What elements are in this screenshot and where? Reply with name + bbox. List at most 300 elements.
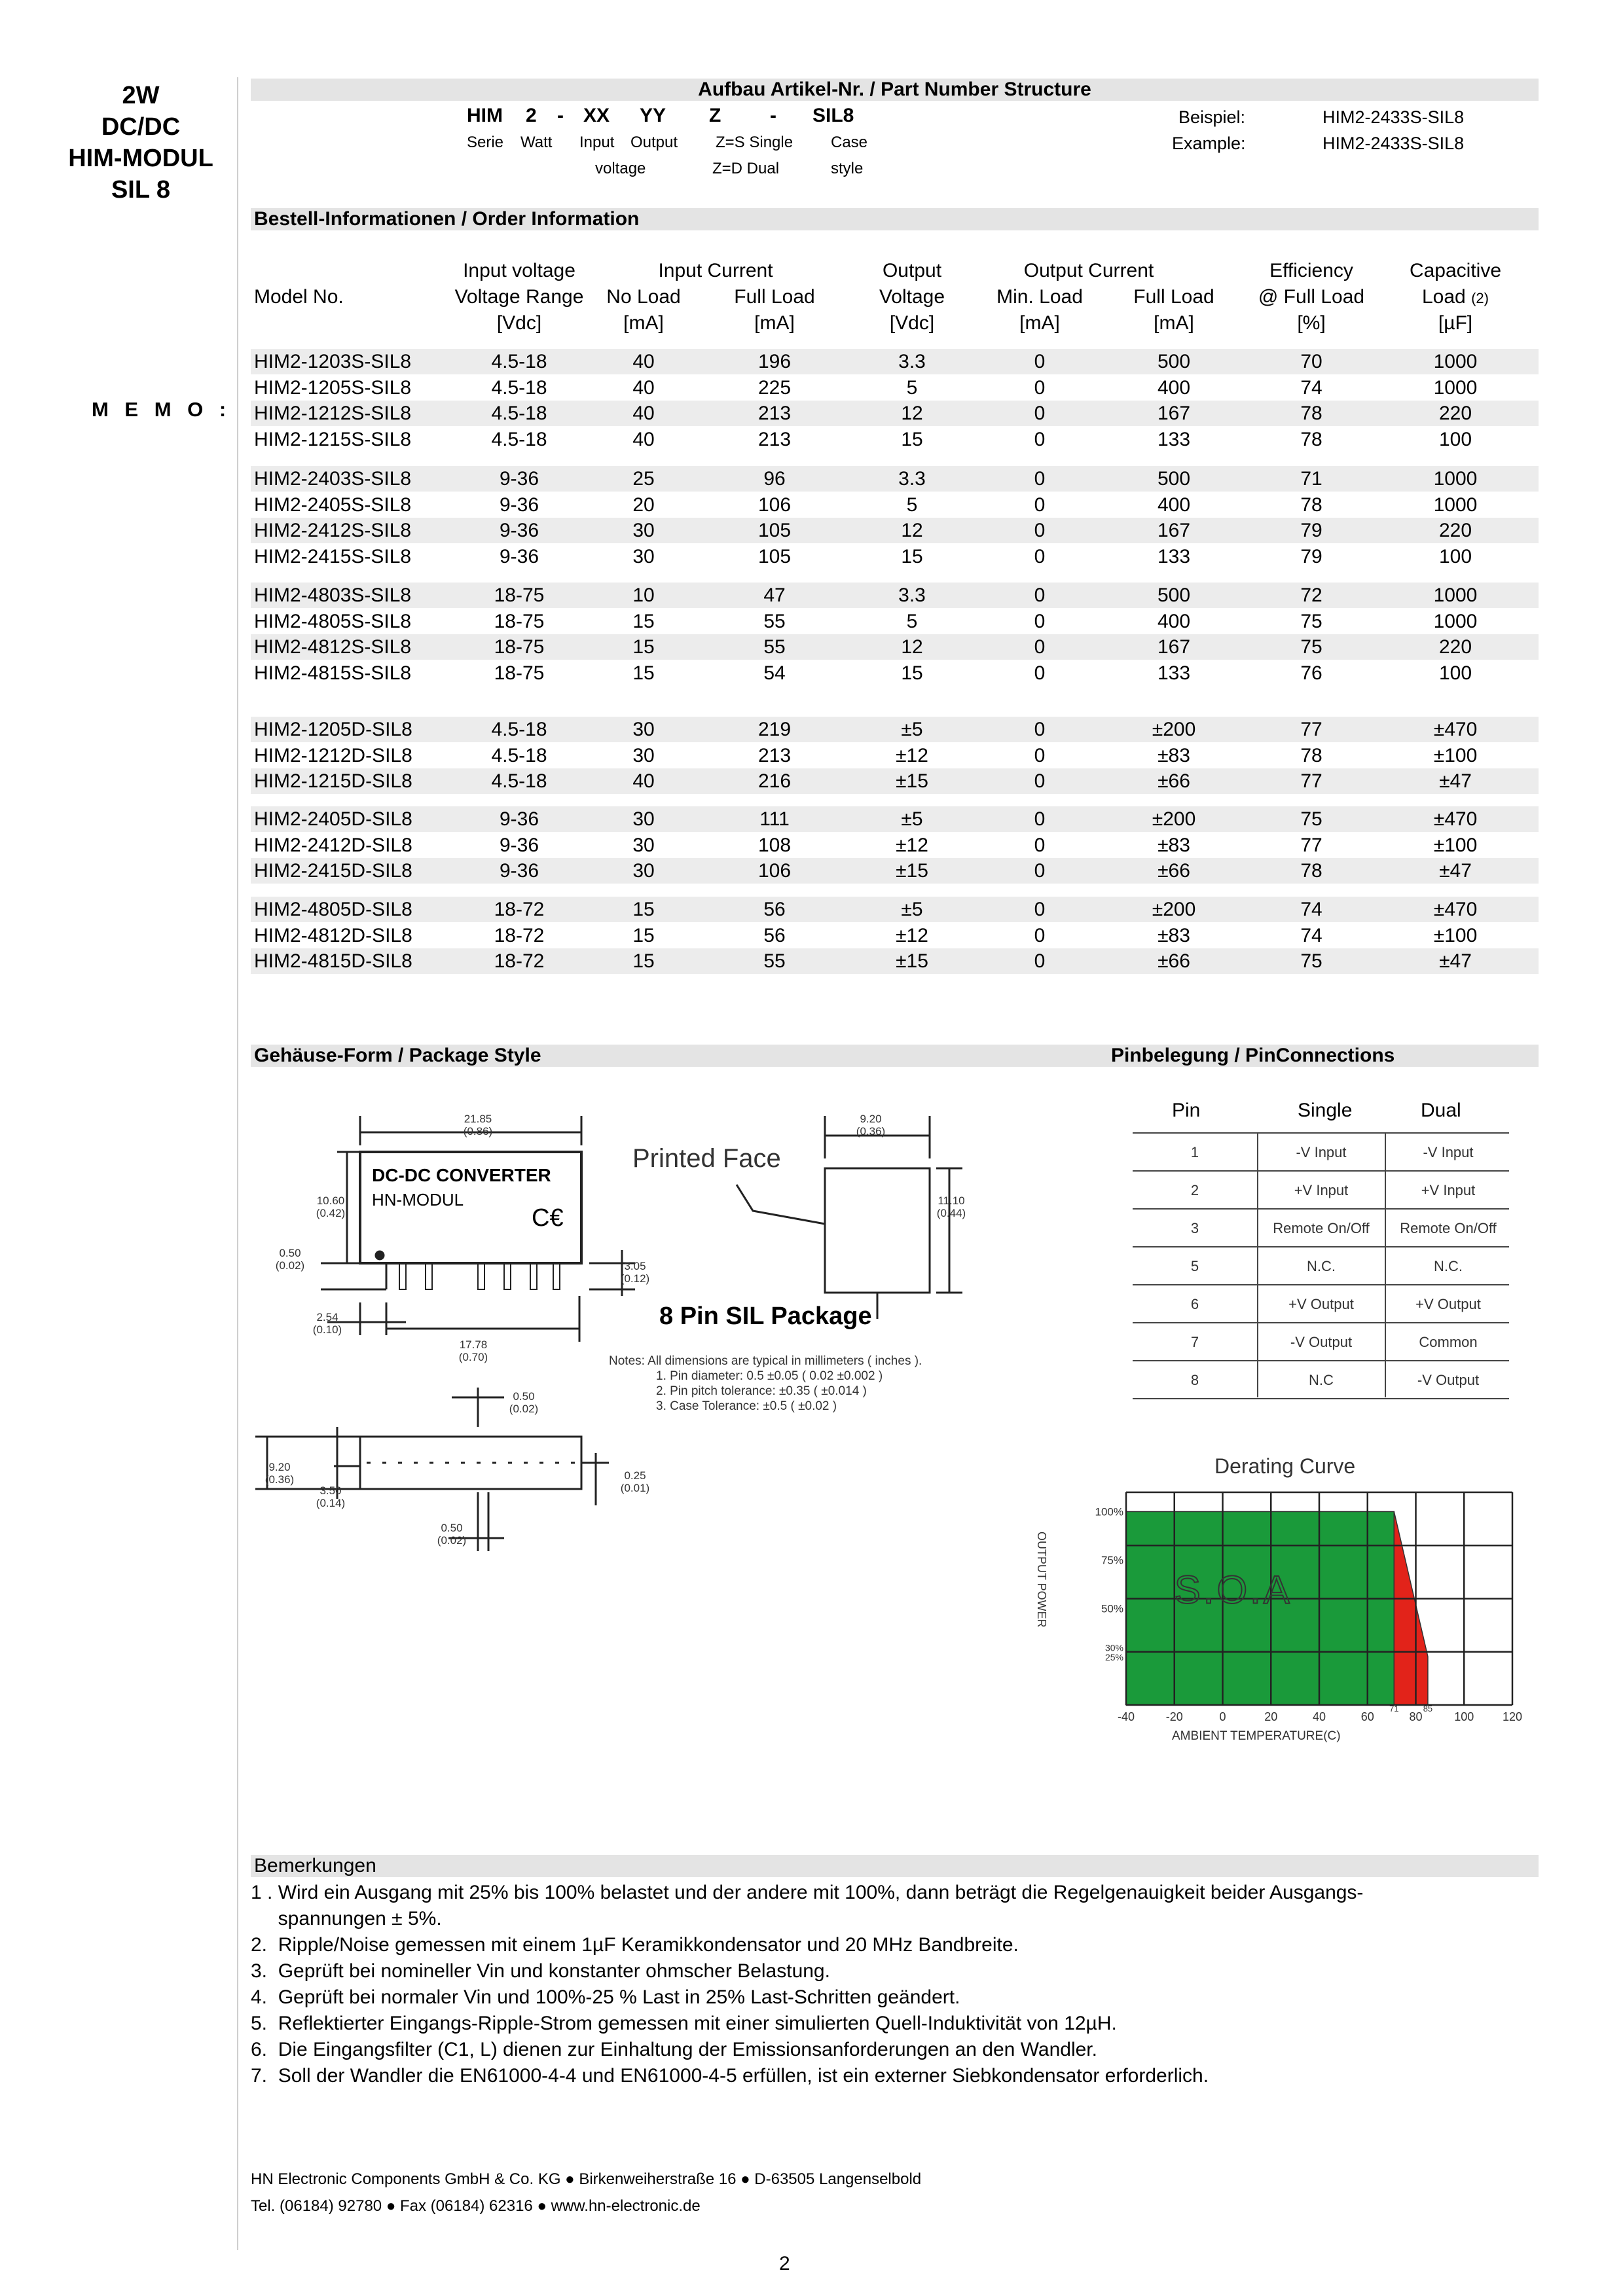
table-cell: 4.5-18 [491,719,547,740]
pin-single: N.C. [1307,1258,1336,1274]
table-cell: ±12 [896,924,928,946]
model-number: HIM2-2403S-SIL8 [254,468,412,490]
th-no-load-unit: [mA] [623,312,664,334]
th-at-full-load: @ Full Load [1258,286,1365,308]
pin-row-divider [1133,1322,1509,1323]
label-dual: Z=D Dual [712,160,780,177]
table-cell: ±100 [1433,744,1478,766]
table-cell: 500 [1157,584,1191,606]
table-cell: 0 [1034,520,1046,541]
pin-dual: Common [1419,1334,1478,1350]
table-cell: 74 [1300,924,1322,946]
model-number: HIM2-1215S-SIL8 [254,428,412,450]
code-output: YY [640,105,666,126]
table-row [251,897,1539,922]
pin-row-divider [1133,1170,1509,1172]
table-cell: 219 [757,719,792,740]
table-cell: ±15 [896,860,928,882]
pin-number: 1 [1190,1144,1199,1160]
table-row [251,743,1539,768]
remark-item: 2. Ripple/Noise gemessen mit einem 1µF Keramikkondensator und 20 MHz Bandbreite. [251,1934,1019,1956]
table-cell: 1000 [1433,584,1478,606]
remarks-heading: Bemerkungen [254,1855,376,1876]
table-cell: 20 [632,493,655,516]
table-cell: 167 [1157,520,1191,541]
table-cell: 106 [757,860,792,882]
x-tick-label-minor: 85 [1423,1704,1433,1713]
pin-number: 3 [1190,1220,1199,1236]
table-cell: ±47 [1439,770,1472,792]
example-value-de: HIM2-2433S-SIL8 [1322,107,1465,127]
table-cell: 0 [1034,950,1046,972]
th-voltage-range: Voltage Range [454,286,584,308]
pin-heading: Pinbelegung / PinConnections [1111,1045,1395,1066]
table-cell: 0 [1034,376,1046,399]
model-number: HIM2-2415S-SIL8 [254,545,412,567]
table-cell: ±5 [901,719,923,740]
th-full-load-unit: [mA] [754,312,795,334]
table-cell: 4.5-18 [491,428,547,450]
table-cell: 9-36 [499,860,539,882]
table-cell: ±83 [1158,744,1190,766]
pin-row-divider [1133,1284,1509,1285]
model-number: HIM2-2412S-SIL8 [254,520,412,541]
table-cell: 100 [1438,545,1472,567]
remark-item: 4. Geprüft bei normaler Vin und 100%-25 % Last in 25% Last-Schritten geändert. [251,1986,960,2008]
th-model: Model No. [254,286,344,308]
order-heading: Bestell-Informationen / Order Information [254,208,640,230]
table-row [251,660,1539,686]
th-output: Output [882,260,942,281]
model-number: HIM2-4805S-SIL8 [254,610,412,632]
table-cell: 15 [632,636,655,658]
table-cell: 15 [632,924,655,946]
table-cell: 0 [1034,808,1046,830]
th-input-voltage: Input voltage [463,260,575,281]
table-cell: 25 [632,468,655,490]
table-cell: 15 [632,610,655,632]
x-tick-label: 20 [1264,1710,1278,1723]
table-cell: 220 [1438,520,1472,541]
table-cell: 78 [1300,493,1322,516]
table-cell: 4.5-18 [491,351,547,372]
table-cell: 0 [1034,834,1046,856]
code-input: XX [583,105,610,126]
table-cell: 47 [763,584,786,606]
pin-table [1133,1100,1532,1401]
table-cell: 10 [632,584,655,606]
pin-number: 6 [1190,1296,1199,1312]
package-heading: Gehäuse-Form / Package Style [254,1045,541,1066]
table-cell: ±470 [1433,808,1478,830]
table-row [251,466,1539,492]
table-cell: 79 [1300,545,1322,567]
remark-item: 5. Reflektierter Eingangs-Ripple-Strom gemessen mit einer simulierten Quell-Induktivität von 12µH. [251,2013,1117,2034]
table-cell: 9-36 [499,545,539,567]
table-cell: ±200 [1152,899,1196,920]
remark-item: spannungen ± 5%. [251,1908,442,1929]
table-cell: 133 [1157,662,1191,684]
table-cell: 0 [1034,584,1046,606]
model-number: HIM2-4815D-SIL8 [254,950,412,972]
table-row [251,634,1539,660]
th-vdc: [Vdc] [496,312,542,334]
code-case: SIL8 [812,105,854,126]
table-cell: 9-36 [499,468,539,490]
label-watt: Watt [520,134,553,151]
table-cell: 0 [1034,662,1046,684]
remark-item: 7. Soll der Wandler die EN61000-4-4 und EN61000-4-5 erfüllen, ist ein externer Siebkondensator erforderlich. [251,2065,1209,2087]
table-cell: 30 [632,545,655,567]
table-cell: 15 [901,662,923,684]
part-number-structure [251,105,1539,190]
table-cell: 40 [632,428,655,450]
table-cell: ±5 [901,808,923,830]
derating-chart [1074,1479,1532,1728]
model-number: HIM2-2405S-SIL8 [254,493,412,516]
x-tick-label: 80 [1409,1710,1423,1723]
table-cell: 55 [763,950,786,972]
th-output-voltage: Voltage [879,286,945,308]
model-number: HIM2-2415D-SIL8 [254,860,412,882]
package-title: 8 Pin SIL Package [659,1302,872,1330]
table-cell: 0 [1034,770,1046,792]
th-min-load-unit: [mA] [1019,312,1060,334]
table-cell: 75 [1300,950,1322,972]
table-cell: 5 [906,493,918,516]
chart-xlabel: AMBIENT TEMPERATURE(C) [1172,1729,1341,1743]
table-cell: 0 [1034,493,1046,516]
table-cell: ±66 [1158,950,1190,972]
pin-number: 2 [1190,1182,1199,1198]
th-capacitive: Capacitive [1409,260,1502,281]
th-out-full-load-unit: [mA] [1154,312,1194,334]
table-cell: 15 [901,545,923,567]
table-cell: 5 [906,376,918,399]
table-cell: 4.5-18 [491,376,547,399]
table-cell: 30 [632,744,655,766]
pin-row-divider [1133,1398,1509,1399]
package-notes: Notes: All dimensions are typical in millimeters ( inches ). 1. Pin diameter: 0.5 ±0.05 ( 0.02 ±0.002 ) 2. Pin pitch tolerance: ±0.35 ( ±0.014 ) 3. Case Tolerance: ±0.5 ( ±0.02 ) [609,1354,922,1413]
table-cell: 77 [1300,834,1322,856]
table-row [251,717,1539,742]
table-cell: 1000 [1433,493,1478,516]
chart-ylabel: OUTPUT POWER [1035,1532,1048,1628]
pin-dual: +V Input [1421,1182,1476,1198]
soa-label: S.O.A [1174,1568,1292,1612]
table-row [251,375,1539,401]
table-row [251,544,1539,569]
th-efficiency: Efficiency [1269,260,1353,281]
table-cell: 55 [763,610,786,632]
table-cell: 4.5-18 [491,403,547,424]
table-cell: 0 [1034,610,1046,632]
table-cell: 216 [757,770,792,792]
page-number: 2 [779,2253,790,2274]
y-tick-label: 50% [1101,1602,1123,1615]
table-cell: 213 [757,403,792,424]
th-output-vdc: [Vdc] [889,312,935,334]
label-output: Output [630,134,678,151]
table-cell: 0 [1034,860,1046,882]
code-type: Z [709,105,721,126]
model-number: HIM2-1203S-SIL8 [254,351,412,372]
table-row [251,833,1539,858]
remarks-band [251,1855,1539,1877]
footer-address: HN Electronic Components GmbH & Co. KG ● Birkenweiherstraße 16 ● D-63505 Langenselbold [251,2170,922,2188]
table-cell: 0 [1034,351,1046,372]
table-cell: ±470 [1433,899,1478,920]
model-number: HIM2-2412D-SIL8 [254,834,412,856]
table-cell: 9-36 [499,520,539,541]
table-cell: 15 [632,899,655,920]
table-cell: 225 [757,376,792,399]
model-number: HIM2-4815S-SIL8 [254,662,412,684]
label-serie: Serie [467,134,504,151]
table-cell: ±15 [896,770,928,792]
table-cell: 18-72 [494,899,545,920]
table-cell: 400 [1157,376,1191,399]
table-cell: 72 [1300,584,1322,606]
table-cell: ±83 [1158,924,1190,946]
table-cell: ±83 [1158,834,1190,856]
table-cell: 15 [901,428,923,450]
example-label-en: Example: [1172,134,1246,153]
remark-item: 3. Geprüft bei nomineller Vin und konstanter ohmscher Belastung. [251,1960,830,1982]
table-cell: 100 [1438,428,1472,450]
table-cell: ±470 [1433,719,1478,740]
remark-item: 1 . Wird ein Ausgang mit 25% bis 100% belastet und der andere mit 100%, dann beträgt die Regelgenauigkeit beider Ausgangs- [251,1882,1364,1903]
table-cell: 74 [1300,376,1322,399]
table-cell: 1000 [1433,610,1478,632]
table-cell: 133 [1157,545,1191,567]
table-cell: 4.5-18 [491,770,547,792]
table-cell: ±12 [896,834,928,856]
table-cell: 167 [1157,403,1191,424]
table-row [251,492,1539,518]
y-tick-label: 30% [1104,1642,1123,1653]
table-cell: 30 [632,808,655,830]
table-cell: ±100 [1433,834,1478,856]
model-number: HIM2-1212S-SIL8 [254,403,412,424]
table-cell: 220 [1438,403,1472,424]
table-cell: 1000 [1433,351,1478,372]
table-cell: 9-36 [499,808,539,830]
pin-dual: +V Output [1415,1296,1481,1312]
x-tick-label: 40 [1312,1710,1326,1723]
table-cell: 213 [757,744,792,766]
code-dash: - [557,105,564,126]
y-tick-label: 100% [1095,1505,1123,1518]
ce-mark: C€ [532,1204,564,1232]
model-number: HIM2-4803S-SIL8 [254,584,412,606]
table-cell: ±66 [1158,860,1190,882]
table-cell: 56 [763,899,786,920]
pin-header-single: Single [1298,1100,1353,1121]
code-series: HIM [467,105,503,126]
table-cell: ±47 [1439,860,1472,882]
code-dash-2: - [770,105,776,126]
table-cell: 0 [1034,924,1046,946]
th-input-current: Input Current [658,260,773,281]
product-title: 2W DC/DC HIM-MODUL SIL 8 [68,82,213,204]
th-load: Load (2) [1422,286,1489,308]
pin-number: 7 [1190,1334,1199,1350]
table-cell: 18-75 [494,636,545,658]
table-cell: 30 [632,860,655,882]
x-tick-label: -20 [1165,1710,1183,1723]
table-cell: 77 [1300,719,1322,740]
table-cell: 4.5-18 [491,744,547,766]
x-tick-label: 60 [1360,1710,1374,1723]
memo-label: M E M O : [92,398,232,421]
order-table-header [251,257,1539,336]
table-cell: 18-75 [494,662,545,684]
table-cell: ±12 [896,744,928,766]
pin-number: 5 [1190,1258,1199,1274]
pin-single: +V Input [1294,1182,1349,1198]
table-cell: 400 [1157,610,1191,632]
derating-region [1394,1512,1428,1705]
table-cell: 108 [757,834,792,856]
remark-item: 6. Die Eingangsfilter (C1, L) dienen zur Einhaltung der Emissionsanforderungen an den Wandler. [251,2039,1097,2060]
table-cell: 105 [757,545,792,567]
table-cell: 5 [906,610,918,632]
example-label-de: Beispiel: [1178,107,1246,127]
table-cell: 30 [632,719,655,740]
table-cell: 78 [1300,860,1322,882]
table-cell: ±47 [1439,950,1472,972]
x-tick-label: 0 [1219,1710,1226,1723]
pin-row-divider [1133,1208,1509,1210]
table-cell: 0 [1034,468,1046,490]
label-input: Input [579,134,615,151]
table-cell: ±66 [1158,770,1190,792]
table-row [251,583,1539,608]
model-number: HIM2-1212D-SIL8 [254,744,412,766]
table-cell: 75 [1300,808,1322,830]
table-cell: 0 [1034,899,1046,920]
table-cell: 40 [632,770,655,792]
table-cell: 1000 [1433,468,1478,490]
th-out-full-load: Full Load [1133,286,1214,308]
table-cell: 12 [901,520,923,541]
table-cell: 12 [901,636,923,658]
table-cell: 96 [763,468,786,490]
code-watt: 2 [526,105,537,126]
model-number: HIM2-4812S-SIL8 [254,636,412,658]
pin-number: 8 [1190,1372,1199,1388]
table-cell: 196 [757,351,792,372]
table-cell: 400 [1157,493,1191,516]
x-tick-label: 120 [1502,1710,1523,1723]
pin-single: -V Input [1296,1144,1347,1160]
th-min-load: Min. Load [996,286,1083,308]
x-tick-label: 100 [1454,1710,1474,1723]
table-cell: 40 [632,403,655,424]
model-number: HIM2-2405D-SIL8 [254,808,412,830]
label-style: style [831,160,864,177]
table-cell: ±200 [1152,808,1196,830]
model-number: HIM2-1205D-SIL8 [254,719,412,740]
th-full-load: Full Load [734,286,815,308]
table-cell: 74 [1300,899,1322,920]
table-row [251,609,1539,634]
pin-row-divider [1133,1360,1509,1361]
table-cell: 111 [759,808,790,830]
table-cell: 78 [1300,744,1322,766]
table-cell: 106 [757,493,792,516]
table-cell: 77 [1300,770,1322,792]
table-cell: 12 [901,403,923,424]
table-cell: 1000 [1433,376,1478,399]
table-cell: 3.3 [898,351,926,372]
x-tick-label: -40 [1117,1710,1135,1723]
table-cell: 9-36 [499,834,539,856]
table-cell: 76 [1300,662,1322,684]
table-cell: 56 [763,924,786,946]
th-output-current: Output Current [1023,260,1154,281]
table-cell: 0 [1034,403,1046,424]
table-cell: 15 [632,662,655,684]
table-cell: 40 [632,351,655,372]
table-cell: 18-75 [494,584,545,606]
table-cell: 54 [763,662,786,684]
pin-single: +V Output [1288,1296,1354,1312]
label-single: Z=S Single [716,134,793,151]
table-cell: 213 [757,428,792,450]
table-cell: 78 [1300,428,1322,450]
printed-face-label: Printed Face [632,1144,781,1173]
table-cell: 100 [1438,662,1472,684]
x-tick-label-minor: 71 [1389,1704,1399,1713]
table-cell: 3.3 [898,468,926,490]
table-cell: 220 [1438,636,1472,658]
pin-row-divider [1133,1246,1509,1247]
table-cell: 105 [757,520,792,541]
model-number: HIM2-4812D-SIL8 [254,924,412,946]
table-cell: 133 [1157,428,1191,450]
label-voltage: voltage [595,160,646,177]
pin-single: Remote On/Off [1273,1220,1370,1236]
module-label: HN-MODUL [372,1190,464,1210]
table-cell: 18-75 [494,610,545,632]
table-row [251,948,1539,974]
table-cell: 0 [1034,636,1046,658]
pin-header-dual: Dual [1421,1100,1461,1121]
table-cell: 0 [1034,428,1046,450]
table-cell: ±100 [1433,924,1478,946]
table-cell: 18-72 [494,924,545,946]
th-no-load: No Load [606,286,681,308]
table-cell: ±15 [896,950,928,972]
table-cell: 75 [1300,636,1322,658]
part-number-heading: Aufbau Artikel-Nr. / Part Number Structure [698,79,1091,100]
table-row [251,923,1539,948]
table-cell: 167 [1157,636,1191,658]
y-tick-label: 25% [1104,1652,1123,1663]
pin-dual: -V Output [1417,1372,1480,1388]
table-cell: 0 [1034,719,1046,740]
table-row [251,518,1539,543]
table-cell: 75 [1300,610,1322,632]
pin-single: N.C [1309,1372,1334,1388]
table-cell: ±5 [901,899,923,920]
th-percent: [%] [1297,312,1326,334]
pin-dual: -V Input [1423,1144,1474,1160]
table-cell: 0 [1034,545,1046,567]
sidebar-divider [237,77,238,2250]
